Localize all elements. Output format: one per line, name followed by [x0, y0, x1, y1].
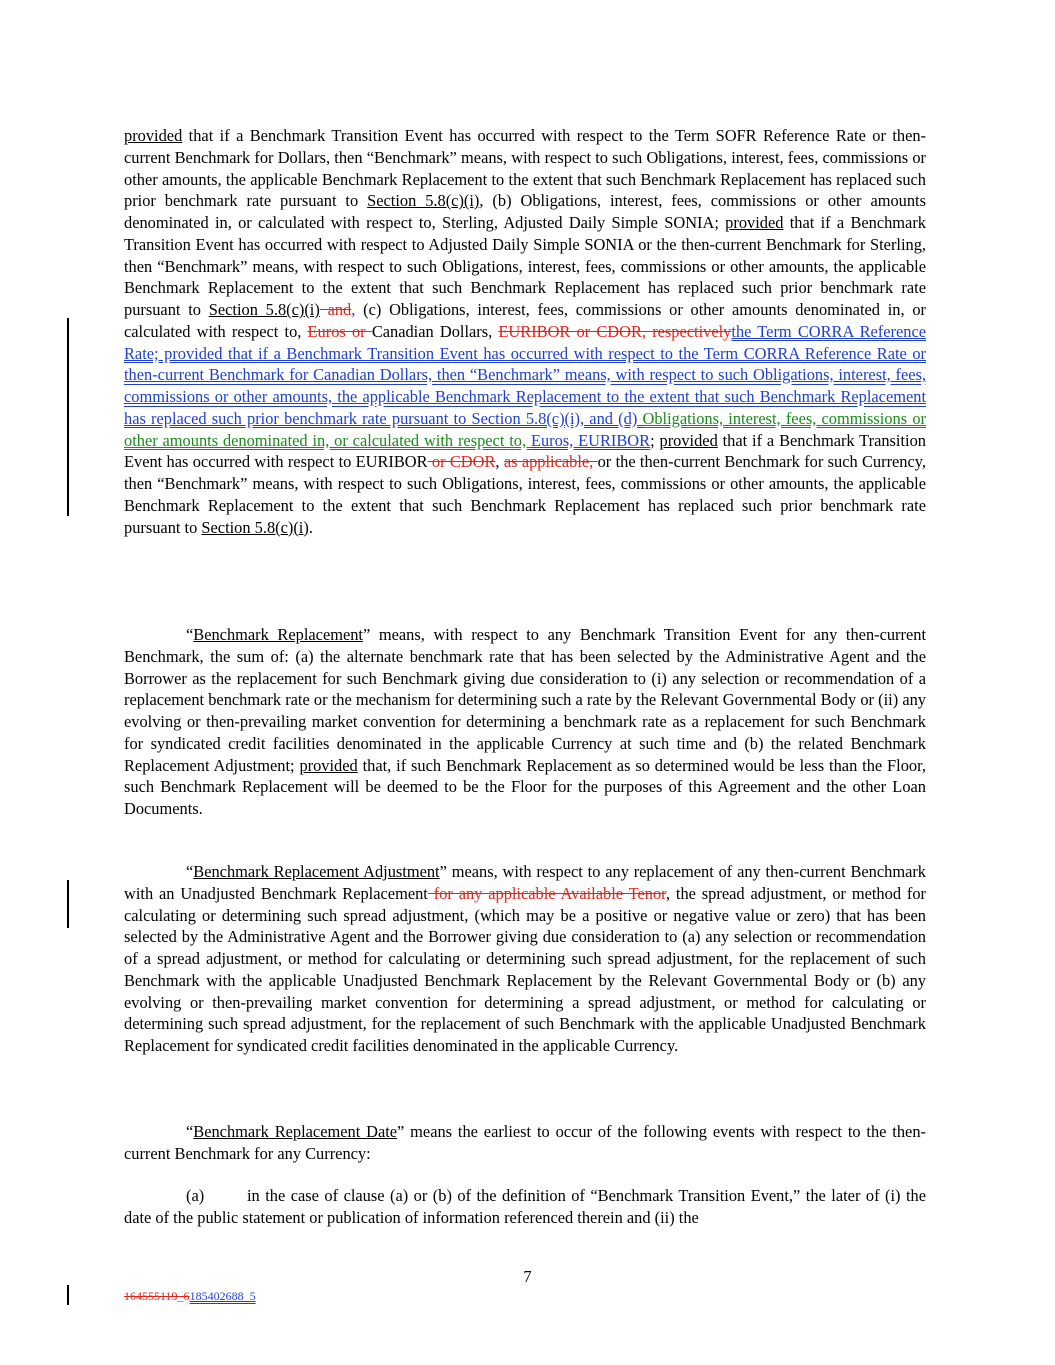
text-span: ” means, with respect to any Benchmark Transition Event for any then-current Benchmark, the sum of: (a) the alternate benchmark rate that has been selected by the Administrative Agent and the Borrower as the replacement for such Benchmark giving due consideration to (i) any selection or recommendation of a replacement benchmark rate or the mechanism for determining such a rate by the Relevant Governmental Body or (ii) any evolving or then-prevailing market convention for determining a benchmark rate as a replacement for such Benchmark for syndicated credit facilities denominated in the applicable Currency at such time and (b) the related Benchmark Replacement Adjustment; [124, 625, 927, 775]
deleted-text: Euros or [307, 321, 372, 341]
text-span: “ [186, 1122, 194, 1141]
text-span: (c) Obligations, interest, fees, commissions or other amounts denominated in, or calculated with respect to, [124, 300, 926, 341]
provided-term: provided [299, 755, 358, 775]
page-number: 7 [523, 1267, 532, 1286]
section-reference: Section 5.8(c)(i) [201, 517, 309, 537]
defined-term: Benchmark Replacement Adjustment [193, 862, 440, 881]
provided-term: provided [725, 213, 784, 232]
text-span: Canadian Dollars, [371, 321, 499, 341]
benchmark-replacement-date-definition [124, 1121, 926, 1165]
text-span: “ [186, 625, 194, 644]
text-span: ” means, with respect to any replacement of any then-current Benchmark with an Unadjusted Benchmark Replacement [124, 862, 926, 903]
deleted-doc-id: 164555119_6 [124, 1289, 190, 1303]
text-span: in the case of clause (a) or (b) of the definition of “Benchmark Transition Event,” the later of (i) the date of the public statement or publication of information referenced therein and (ii) the [124, 1186, 926, 1227]
benchmark-replacement-adjustment-definition [124, 861, 926, 1057]
text-span: . [308, 517, 313, 537]
text-span: , (b) Obligations, interest, fees, commissions or other amounts denominated in, or calculated with respect to, Sterling, Adjusted Daily Simple SONIA; [124, 191, 926, 232]
change-bar [67, 1285, 69, 1305]
text-span: ; [650, 430, 660, 450]
change-bar [67, 318, 69, 516]
deleted-text: or CDOR [427, 452, 496, 472]
text-span: or the then-current Benchmark for such Currency, then “Benchmark” means, with respect to such Obligations, interest, fees, commissions or other amounts, the applicable Benchmark Replacement to the extent that such Benchmark Replacement has replaced such prior benchmark rate pursuant to [124, 452, 927, 537]
clause-a [124, 1185, 926, 1229]
defined-term: Benchmark Replacement [193, 625, 363, 644]
deleted-text: and [319, 300, 352, 319]
inserted-text: , [351, 300, 356, 319]
deleted-text: as applicable, [503, 452, 598, 472]
section-reference: Section 5.8(c)(i) [367, 191, 480, 211]
inserted-text: the Term CORRA Reference Rate; provided that if a Benchmark Transition Event has occurred with respect to the Term CORRA Reference Rate or then-current Benchmark for Canadian Dollars, then “Benchmark” means, with respect to such Obligations, interest, fees, commissions or other amounts, the applicable Benchmark Replacement to the extent that such Benchmark Replacement has replaced such prior benchmark rate pursuant to Section 5.8(c)(i), and (d) [124, 321, 926, 428]
deleted-text: EURIBOR or CDOR, respectively [498, 321, 732, 341]
text-span: that if a Benchmark Transition Event has occurred with respect to the Term SOFR Reference Rate or then-current Benchmark for Dollars, then “Benchmark” means, with respect to such Obligations, interest, fees, commissions or other amounts, the applicable Benchmark Replacement to the extent that such Benchmark Replacement has replaced such prior benchmark rate pursuant to [124, 126, 926, 211]
defined-term: Benchmark Replacement Date [193, 1122, 398, 1141]
text-span: that, if such Benchmark Replacement as so determined would be less than the Floor, such Benchmark Replacement will be deemed to be the Floor for the purposes of this Agreement and the other Loan Documents. [124, 755, 926, 818]
inserted-text: Euros, EURIBOR [530, 430, 651, 450]
deleted-text: for any applicable Available Tenor [427, 883, 666, 903]
inserted-doc-id: 185402688_5 [189, 1289, 256, 1303]
change-bar [67, 880, 69, 928]
benchmark-definition-continuation [124, 125, 926, 538]
clause-label: (a) [186, 1186, 205, 1205]
provided-term: provided [659, 430, 718, 450]
text-span: that if a Benchmark Transition Event has occurred with respect to EURIBOR [124, 430, 926, 472]
text-span: , [495, 452, 504, 472]
section-reference: Section 5.8(c)(i) [208, 300, 320, 319]
benchmark-replacement-definition [124, 624, 926, 820]
text-span: , the spread adjustment, or method for calculating or determining such spread adjustment, (which may be a positive or negative value or zero) that has been selected by the Administrative Agent and the Borrower giving due consideration to (a) any selection or recommendation of a spread adjustment, or method for calculating or determining such spread adjustment, for the replacement of such Benchmark with the applicable Unadjusted Benchmark Replacement by the Relevant Governmental Body or (b) any evolving or then-prevailing market convention for determining a spread adjustment, or method for calculating or determining such spread adjustment, for the replacement of such Benchmark with the applicable Unadjusted Benchmark Replacement for syndicated credit facilities denominated in the applicable Currency. [124, 883, 926, 1055]
text-span: that if a Benchmark Transition Event has occurred with respect to Adjusted Daily Simple SONIA or the then-current Benchmark for Sterling, then “Benchmark” means, with respect to such Obligations, interest, fees, commissions or other amounts, the applicable Benchmark Replacement to the extent that such Benchmark Replacement has replaced such prior benchmark rate pursuant to [124, 213, 926, 319]
text-span: “ [186, 862, 194, 881]
text-span: ” means the earliest to occur of the following events with respect to the then-current Benchmark for any Currency: [124, 1122, 926, 1163]
provided-term: provided [124, 126, 183, 145]
document-id [124, 1289, 256, 1304]
moved-text: Obligations, interest, fees, commissions or other amounts denominated in, or calculated with respect to, [124, 408, 926, 450]
